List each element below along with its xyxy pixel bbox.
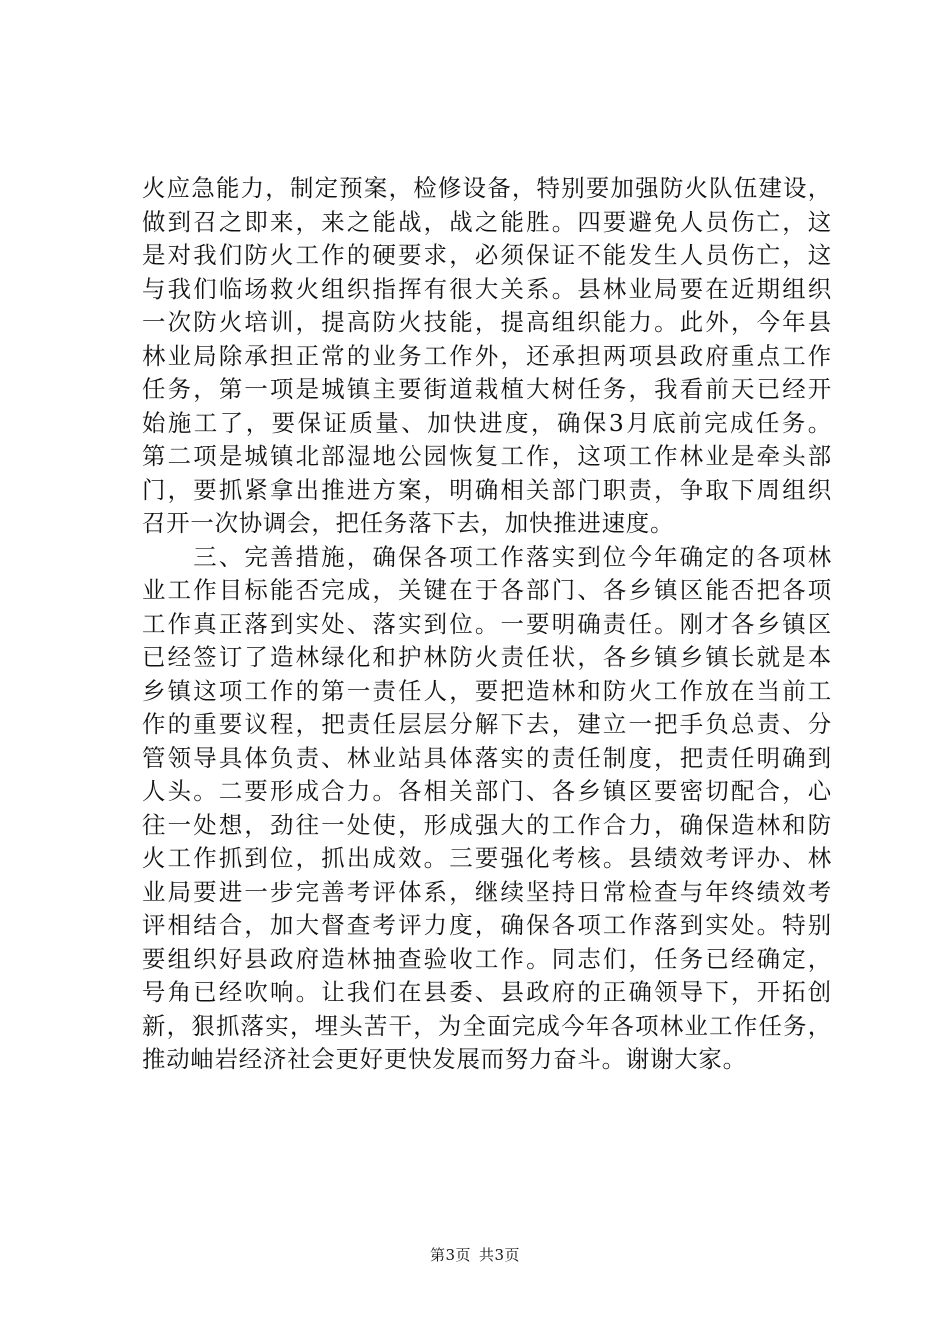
text-line: 火工作抓到位，抓出成效。三要强化考核。县绩效考评办、林: [142, 844, 832, 872]
text-line: 工作真正落到实处、落实到位。一要明确责任。刚才各乡镇区: [142, 609, 832, 638]
text-line: 往一处想，劲往一处使，形成强大的工作合力，确保造林和防: [142, 810, 832, 839]
text-line: 第二项是城镇北部湿地公园恢复工作，这项工作林业是牵头部: [142, 442, 832, 470]
text-line: 做到召之即来，来之能战，战之能胜。四要避免人员伤亡，这: [142, 207, 832, 236]
text-line: 号角已经吹响。让我们在县委、县政府的正确领导下，开拓创: [142, 978, 832, 1006]
text-line: 林业局除承担正常的业务工作外，还承担两项县政府重点工作: [142, 341, 832, 370]
text-line: 新，狠抓落实，埋头苦干，为全面完成今年各项林业工作任务，: [142, 1011, 832, 1040]
text-line: 门，要抓紧拿出推进方案，明确相关部门职责，争取下周组织: [142, 475, 832, 504]
text-line: 与我们临场救火组织指挥有很大关系。县林业局要在近期组织: [142, 274, 832, 303]
page-number: 第3页: [429, 1246, 471, 1264]
body-text: [142, 172, 832, 1077]
text-line: 业局要进一步完善考评体系，继续坚持日常检查与年终绩效考: [142, 877, 832, 906]
text-line: 始施工了，要保证质量、加快进度，确保3月底前完成任务。: [142, 408, 832, 437]
text-line: 人头。二要形成合力。各相关部门、各乡镇区要密切配合，心: [142, 777, 832, 805]
text-line: 任务，第一项是城镇主要街道栽植大树任务，我看前天已经开: [142, 375, 832, 403]
text-line: 乡镇这项工作的第一责任人，要把造林和防火工作放在当前工: [142, 676, 832, 705]
page-total: 共3页: [479, 1246, 521, 1264]
text-line: 业工作目标能否完成，关键在于各部门、各乡镇区能否把各项: [142, 576, 832, 604]
page-footer: [0, 1244, 950, 1265]
text-line: 要组织好县政府造林抽查验收工作。同志们，任务已经确定，: [142, 944, 832, 973]
text-line: 三、完善措施，确保各项工作落实到位今年确定的各项林: [142, 542, 832, 571]
text-line: 评相结合，加大督查考评力度，确保各项工作落到实处。特别: [142, 911, 832, 939]
text-line: 一次防火培训，提高防火技能，提高组织能力。此外，今年县: [142, 308, 832, 336]
text-line: 召开一次协调会，把任务落下去，加快推进速度。: [142, 509, 675, 537]
text-line: 火应急能力，制定预案，检修设备，特别要加强防火队伍建设，: [142, 174, 832, 202]
text-line: 管领导具体负责、林业站具体落实的责任制度，把责任明确到: [142, 743, 832, 772]
text-line: 推动岫岩经济社会更好更快发展而努力奋斗。谢谢大家。: [142, 1045, 747, 1073]
text-line: 已经签订了造林绿化和护林防火责任状，各乡镇乡镇长就是本: [142, 643, 832, 671]
text-line: 是对我们防火工作的硬要求，必须保证不能发生人员伤亡，这: [142, 241, 832, 269]
text-line: 作的重要议程，把责任层层分解下去，建立一把手负总责、分: [142, 710, 832, 738]
